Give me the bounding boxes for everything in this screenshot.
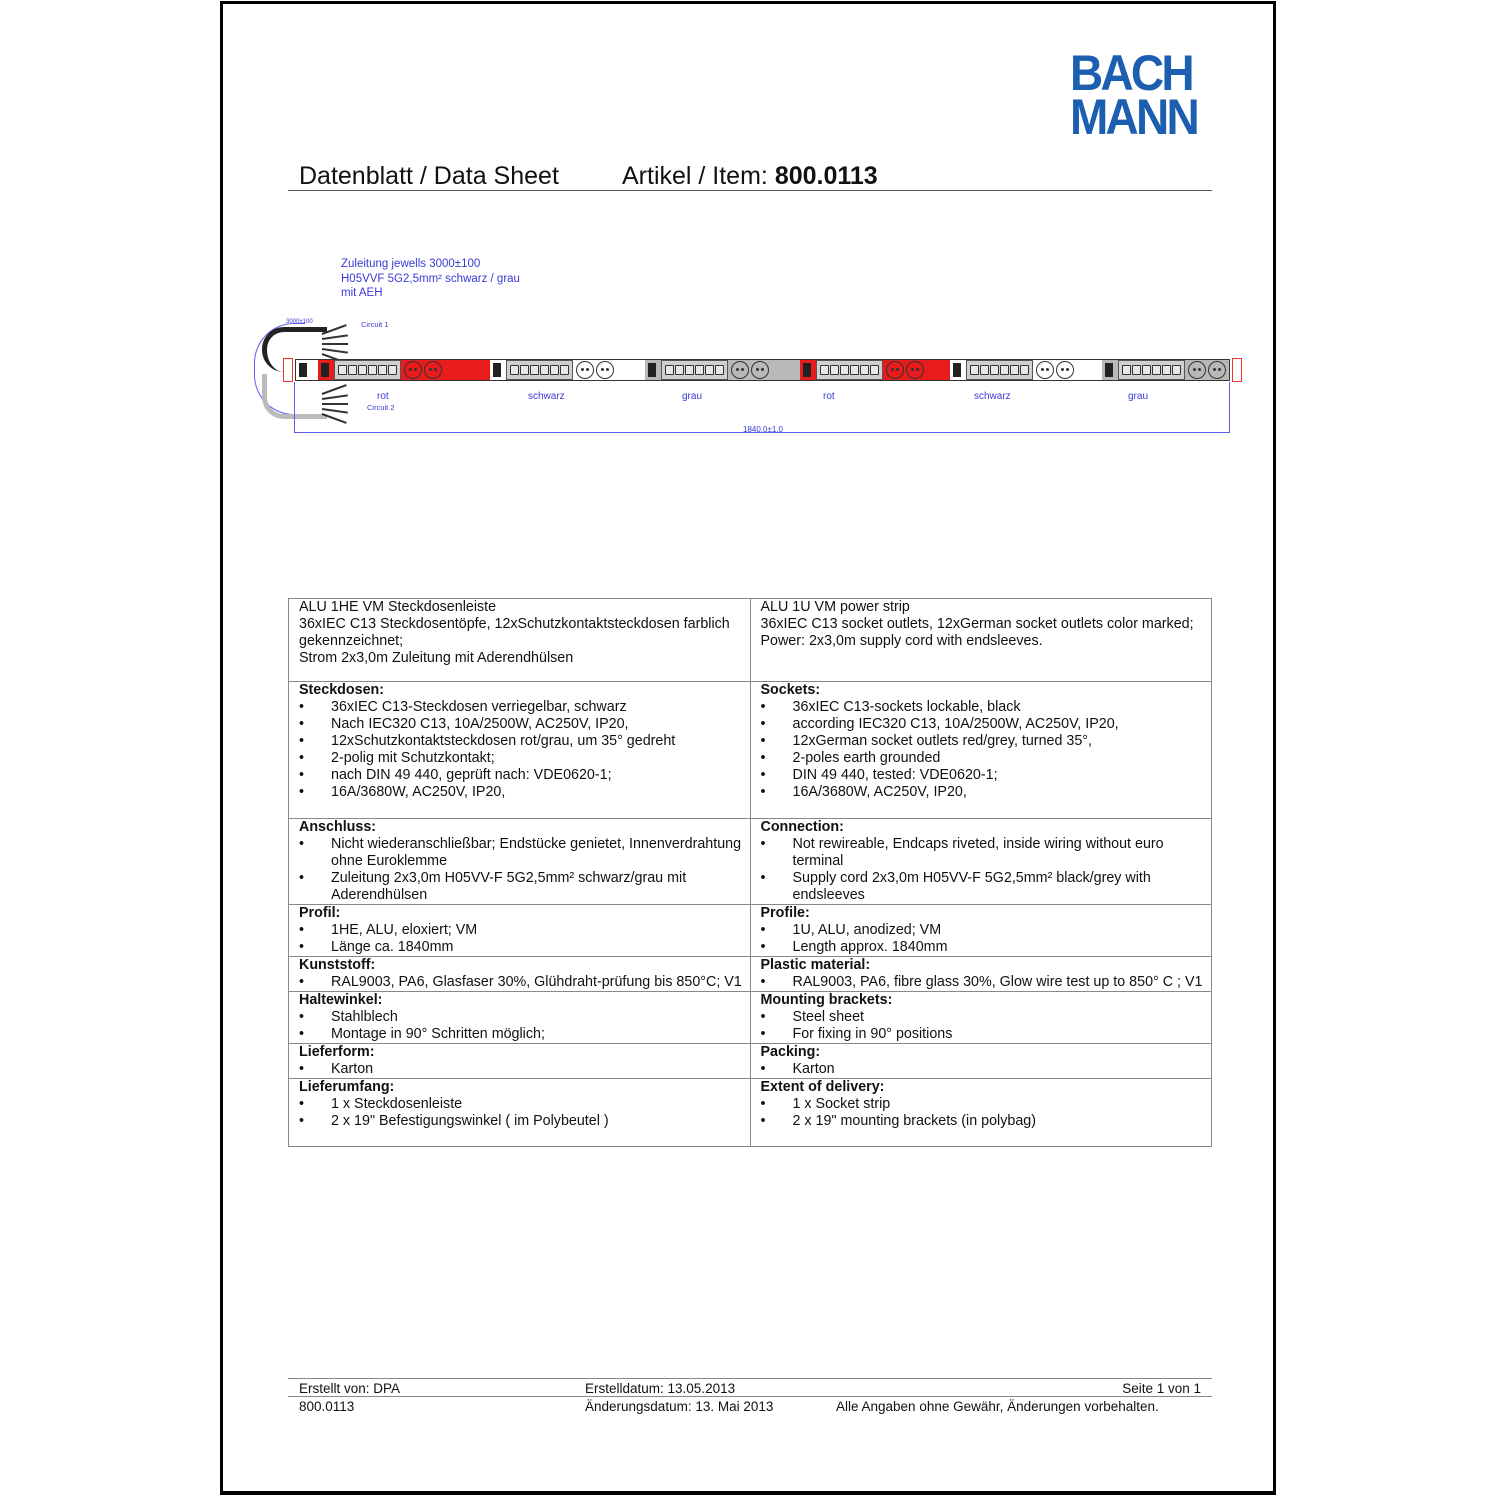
list-item: • 1 x Socket strip bbox=[761, 1096, 1212, 1113]
section-title: Profil: bbox=[299, 905, 341, 921]
item-number: 800.0113 bbox=[774, 162, 878, 190]
schuko-socket-icon bbox=[1036, 361, 1054, 379]
list-item: • 1U, ALU, anodized; VM bbox=[761, 922, 1212, 939]
segment-label: rot bbox=[823, 391, 835, 402]
created-date: Erstelldatum: 13.05.2013 bbox=[585, 1381, 736, 1396]
list-item: • Montage in 90° Schritten möglich; bbox=[299, 1026, 750, 1043]
list-item: • 2-polig mit Schutzkontakt; bbox=[299, 750, 750, 767]
table-row bbox=[289, 819, 1212, 905]
cable-dimension: 3000±100 bbox=[286, 319, 313, 325]
section-en bbox=[750, 1079, 1212, 1147]
switch-icon bbox=[299, 363, 307, 377]
list-item: • 12xSchutzkontaktsteckdosen rot/grau, um 35° gedreht bbox=[299, 733, 750, 750]
segment-label: schwarz bbox=[974, 391, 1011, 402]
section-en bbox=[750, 957, 1212, 992]
circuit-1-label: Circuit 1 bbox=[361, 320, 389, 329]
list-item: • 2 x 19" mounting brackets (in polybag) bbox=[761, 1113, 1212, 1130]
section-de bbox=[289, 992, 751, 1044]
schuko-socket-icon bbox=[751, 361, 769, 379]
section-title: Haltewinkel: bbox=[299, 992, 383, 1008]
length-dimension-label: 1840,0±1,0 bbox=[743, 425, 783, 434]
list-item: • DIN 49 440, tested: VDE0620-1; bbox=[761, 767, 1212, 784]
table-row bbox=[289, 992, 1212, 1044]
section-en bbox=[750, 1044, 1212, 1079]
list-item: • 16A/3680W, AC250V, IP20, bbox=[299, 784, 750, 801]
segment-label: grau bbox=[682, 391, 703, 402]
section-title: Mounting brackets: bbox=[760, 992, 893, 1008]
section-title: Sockets: bbox=[760, 682, 821, 698]
c13-socket-block bbox=[816, 360, 883, 380]
left-endcap bbox=[283, 358, 293, 382]
cable-wires-circuit-2 bbox=[322, 390, 348, 418]
list-item: • Zuleitung 2x3,0m H05VV-F 5G2,5mm² schwarz/grau mit Aderendhülsen bbox=[299, 870, 750, 904]
section-en bbox=[750, 682, 1212, 819]
table-row bbox=[289, 957, 1212, 992]
list-item: • 36xIEC C13-Steckdosen verriegelbar, schwarz bbox=[299, 699, 750, 716]
disclaimer: Alle Angaben ohne Gewähr, Änderungen vorbehalten. bbox=[836, 1399, 1159, 1414]
section-title: Plastic material: bbox=[760, 957, 871, 973]
intro-line: 36xIEC C13 Steckdosentöpfe, 12xSchutzkontaktsteckdosen farblich gekennzeichnet; bbox=[299, 616, 730, 649]
segment-schwarz-2 bbox=[950, 360, 1102, 380]
list-item: • Stahlblech bbox=[299, 1009, 750, 1026]
table-row bbox=[289, 599, 1212, 682]
logo-line-1: BACH bbox=[1070, 45, 1192, 101]
segment-rot-2 bbox=[800, 360, 950, 380]
document-header bbox=[288, 160, 1212, 191]
footer-item-number: 800.0113 bbox=[299, 1399, 355, 1414]
list-item: • Supply cord 2x3,0m H05VV-F 5G2,5mm² black/grey with endsleeves bbox=[761, 870, 1212, 904]
list-item: • 1 x Steckdosenleiste bbox=[299, 1096, 750, 1113]
section-en bbox=[750, 905, 1212, 957]
schuko-socket-icon bbox=[596, 361, 614, 379]
cable-wires-circuit-1 bbox=[322, 330, 348, 358]
section-de bbox=[289, 1079, 751, 1147]
circuit-2-label: Circuit 2 bbox=[367, 403, 395, 412]
breaker-icon bbox=[803, 363, 811, 377]
intro-en bbox=[750, 599, 1212, 682]
section-en bbox=[750, 819, 1212, 905]
section-de bbox=[289, 682, 751, 819]
section-title: Anschluss: bbox=[299, 819, 377, 835]
page-title: Datenblatt / Data Sheet bbox=[299, 162, 559, 190]
list-item: • RAL9003, PA6, fibre glass 30%, Glow wire test up to 850° C ; V1 bbox=[761, 974, 1212, 991]
intro-de bbox=[289, 599, 751, 682]
section-title: Extent of delivery: bbox=[760, 1079, 885, 1095]
item-label: Artikel / Item: bbox=[622, 162, 775, 190]
section-de bbox=[289, 819, 751, 905]
c13-socket-block bbox=[334, 360, 401, 380]
item-heading bbox=[622, 162, 878, 191]
c13-socket-block bbox=[661, 360, 728, 380]
section-de bbox=[289, 905, 751, 957]
section-title: Profile: bbox=[760, 905, 810, 921]
schuko-socket-icon bbox=[1188, 361, 1206, 379]
section-title: Packing: bbox=[760, 1044, 821, 1060]
section-title: Steckdosen: bbox=[299, 682, 385, 698]
bachmann-logo bbox=[1070, 45, 1197, 145]
segment-label: rot bbox=[377, 391, 389, 402]
list-item: • Nach IEC320 C13, 10A/2500W, AC250V, IP20, bbox=[299, 716, 750, 733]
schuko-socket-icon bbox=[1208, 361, 1226, 379]
schuko-socket-icon bbox=[1056, 361, 1074, 379]
dimension-extension-right bbox=[1229, 382, 1230, 433]
dimension-extension-left bbox=[294, 382, 295, 433]
schuko-socket-icon bbox=[731, 361, 749, 379]
section-title: Connection: bbox=[760, 819, 844, 835]
table-row bbox=[289, 1044, 1212, 1079]
breaker-icon bbox=[321, 363, 329, 377]
cable-note-line: H05VVF 5G2,5mm² schwarz / grau bbox=[341, 272, 520, 285]
list-item: • 2 x 19" Befestigungswinkel ( im Polybeutel ) bbox=[299, 1113, 750, 1130]
cable-note-line: Zuleitung jewells 3000±100 bbox=[341, 258, 481, 270]
segment-label: grau bbox=[1128, 391, 1149, 402]
breaker-icon bbox=[493, 363, 501, 377]
list-item: • Karton bbox=[299, 1061, 750, 1078]
spec-table bbox=[288, 598, 1212, 1147]
list-item: • Length approx. 1840mm bbox=[761, 939, 1212, 956]
list-item: • RAL9003, PA6, Glasfaser 30%, Glühdraht-prüfung bis 850°C; V1 bbox=[299, 974, 750, 991]
list-item: • 12xGerman socket outlets red/grey, turned 35°, bbox=[761, 733, 1212, 750]
list-item: • 16A/3680W, AC250V, IP20, bbox=[761, 784, 1212, 801]
c13-socket-block bbox=[506, 360, 573, 380]
breaker-icon bbox=[953, 363, 961, 377]
schuko-socket-icon bbox=[886, 361, 904, 379]
schuko-socket-icon bbox=[576, 361, 594, 379]
table-row bbox=[289, 905, 1212, 957]
list-item: • 1HE, ALU, eloxiert; VM bbox=[299, 922, 750, 939]
segment-grau-1 bbox=[645, 360, 800, 380]
segment-schwarz-1 bbox=[490, 360, 645, 380]
segment-rot-1 bbox=[318, 360, 490, 380]
power-strip-diagram bbox=[295, 359, 1230, 381]
list-item: • 36xIEC C13-sockets lockable, black bbox=[761, 699, 1212, 716]
right-endcap bbox=[1232, 358, 1242, 382]
endpiece bbox=[296, 360, 318, 380]
cable-note-line: mit AEH bbox=[341, 287, 383, 299]
created-by: Erstellt von: DPA bbox=[299, 1381, 401, 1396]
intro-line: ALU 1U VM power strip bbox=[760, 599, 910, 615]
section-de bbox=[289, 1044, 751, 1079]
section-title: Lieferform: bbox=[299, 1044, 375, 1060]
intro-line: Power: 2x3,0m supply cord with endsleeves. bbox=[760, 633, 1043, 649]
list-item: • Not rewireable, Endcaps riveted, inside wiring without euro terminal bbox=[761, 836, 1212, 870]
list-item: • Karton bbox=[761, 1061, 1212, 1078]
list-item: • nach DIN 49 440, geprüft nach: VDE0620-1; bbox=[299, 767, 750, 784]
intro-line: ALU 1HE VM Steckdosenleiste bbox=[299, 599, 497, 615]
schuko-socket-icon bbox=[424, 361, 442, 379]
page-number: Seite 1 von 1 bbox=[1122, 1381, 1201, 1396]
section-title: Lieferumfang: bbox=[299, 1079, 395, 1095]
list-item: • Länge ca. 1840mm bbox=[299, 939, 750, 956]
c13-socket-block bbox=[966, 360, 1033, 380]
schuko-socket-icon bbox=[404, 361, 422, 379]
table-row bbox=[289, 682, 1212, 819]
modified-date: Änderungsdatum: 13. Mai 2013 bbox=[585, 1399, 774, 1414]
logo-line-2: MANN bbox=[1070, 89, 1197, 145]
intro-line: Strom 2x3,0m Zuleitung mit Aderendhülsen bbox=[299, 650, 574, 666]
section-title: Kunststoff: bbox=[299, 957, 376, 973]
segment-label: schwarz bbox=[528, 391, 565, 402]
list-item: • 2-poles earth grounded bbox=[761, 750, 1212, 767]
segment-grau-2 bbox=[1102, 360, 1229, 380]
breaker-icon bbox=[648, 363, 656, 377]
breaker-icon bbox=[1105, 363, 1113, 377]
schuko-socket-icon bbox=[906, 361, 924, 379]
list-item: • Nicht wiederanschließbar; Endstücke genietet, Innenverdrahtung ohne Euroklemme bbox=[299, 836, 750, 870]
section-de bbox=[289, 957, 751, 992]
list-item: • For fixing in 90° positions bbox=[761, 1026, 1212, 1043]
intro-line: 36xIEC C13 socket outlets, 12xGerman socket outlets color marked; bbox=[760, 616, 1194, 632]
table-row bbox=[289, 1079, 1212, 1147]
document-footer bbox=[288, 1378, 1212, 1414]
section-en bbox=[750, 992, 1212, 1044]
c13-socket-block bbox=[1118, 360, 1185, 380]
list-item: • according IEC320 C13, 10A/2500W, AC250V, IP20, bbox=[761, 716, 1212, 733]
list-item: • Steel sheet bbox=[761, 1009, 1212, 1026]
cable-note bbox=[341, 257, 520, 301]
